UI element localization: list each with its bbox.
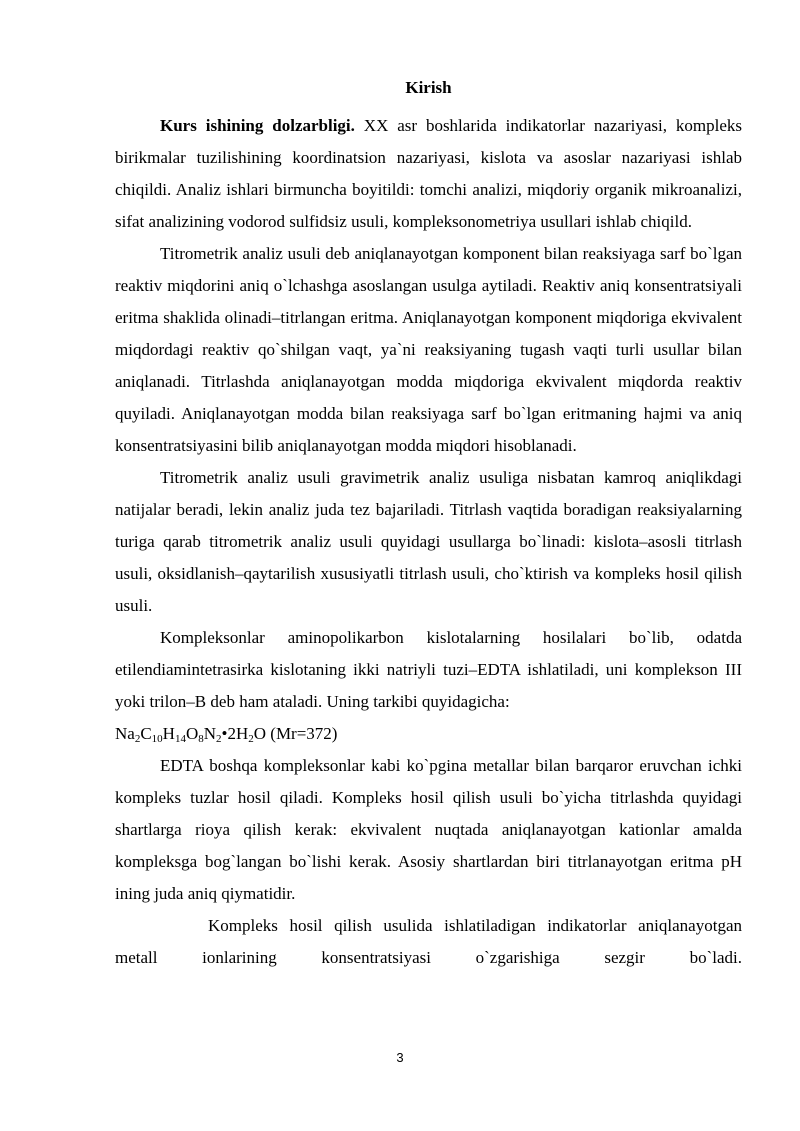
- chemical-formula: $Na_2C_{10}H_{14}O_8N_2•2H_2O$ (Mr=372): [115, 724, 338, 745]
- page-number: 3: [396, 1050, 404, 1065]
- document-body: [115, 76, 742, 974]
- section-title: Kirish: [405, 78, 452, 97]
- paragraph-edta: EDTA boshqa kompleksonlar kabi ko`pgina metallar bilan barqaror eruvchan ichki kompleks tuzlar hosil qiladi. Kompleks hosil qilish usuli bo`yicha titrlashda quyidagi shartlarga rioya qilish kerak: ekvivalent nuqtada aniqlanayotgan kationlar amalda kompleksga bog`langan bo`lishi kerak. Asosiy shartlardan biri titrlanayotgan eritma pH ining juda aniq qiymatidir.: [115, 756, 742, 903]
- paragraph-complexons: Kompleksonlar aminopolikarbon kislotalarning hosilalari bo`lib, odatda etilendiamintetrasirka kislotaning ikki natriyli tuzi–EDTA ishlatiladi, uni komplekson III yoki trilon–B deb ham ataladi. Uning tarkibi quyidagicha:: [115, 628, 742, 711]
- paragraph-indicators: Kompleks hosil qilish usulida ishlatiladigan indikatorlar aniqlanayotgan metall ionlarining konsentratsiyasi o`zgarishiga sezgir bo`ladi.: [115, 916, 742, 967]
- paragraph-relevance-text: XX asr boshlarida indikatorlar nazariyasi, kompleks birikmalar tuzilishining koordinatsion nazariyasi, kislota va asoslar nazariyasi ishlab chiqildi. Analiz ishlari birmuncha boyitildi: tomchi analizi, miqdoriy organik mikroanalizi, sifat analizining vodorod sulfidsiz usuli, kompleksonometriya usullari ishlab chiqild.: [115, 116, 742, 231]
- paragraph-relevance: [115, 110, 742, 238]
- paragraph-titrometric-definition: Titrometrik analiz usuli deb aniqlanayotgan komponent bilan reaksiyaga sarf bo`lgan reaktiv miqdorini aniq o`lchashga asoslangan usulga aytiladi. Reaktiv aniq konsentratsiyali eritma shaklida olinadi–titrlangan eritma. Aniqlanayotgan komponent miqdoriga ekvivalent miqdordagi reaktiv qo`shilgan vaqt, ya`ni reaksiyaning tugash vaqti turli usullar bilan aniqlanadi. Titrlashda aniqlanayotgan modda miqdoriga ekvivalent miqdorda reaktiv quyiladi. Aniqlanayotgan modda bilan reaksiyaga sarf bo`lgan eritmaning hajmi va aniq konsentratsiyasini bilib aniqlanayotgan modda miqdori hisoblanadi.: [115, 244, 742, 455]
- paragraph-titrometric-methods: Titrometrik analiz usuli gravimetrik analiz usuliga nisbatan kamroq aniqlikdagi natijalar beradi, lekin analiz juda tez bajariladi. Titrlash vaqtida boradigan reaksiyalarning turiga qarab titrometrik analiz usuli quyidagi usullarga bo`linadi: kislota–asosli titrlash usuli, oksidlanish–qaytarilish xususiyatli titrlash usuli, cho`ktirish va kompleks hosil qilish usuli.: [115, 468, 742, 615]
- paragraph-lead: Kurs ishining dolzarbligi.: [160, 116, 355, 135]
